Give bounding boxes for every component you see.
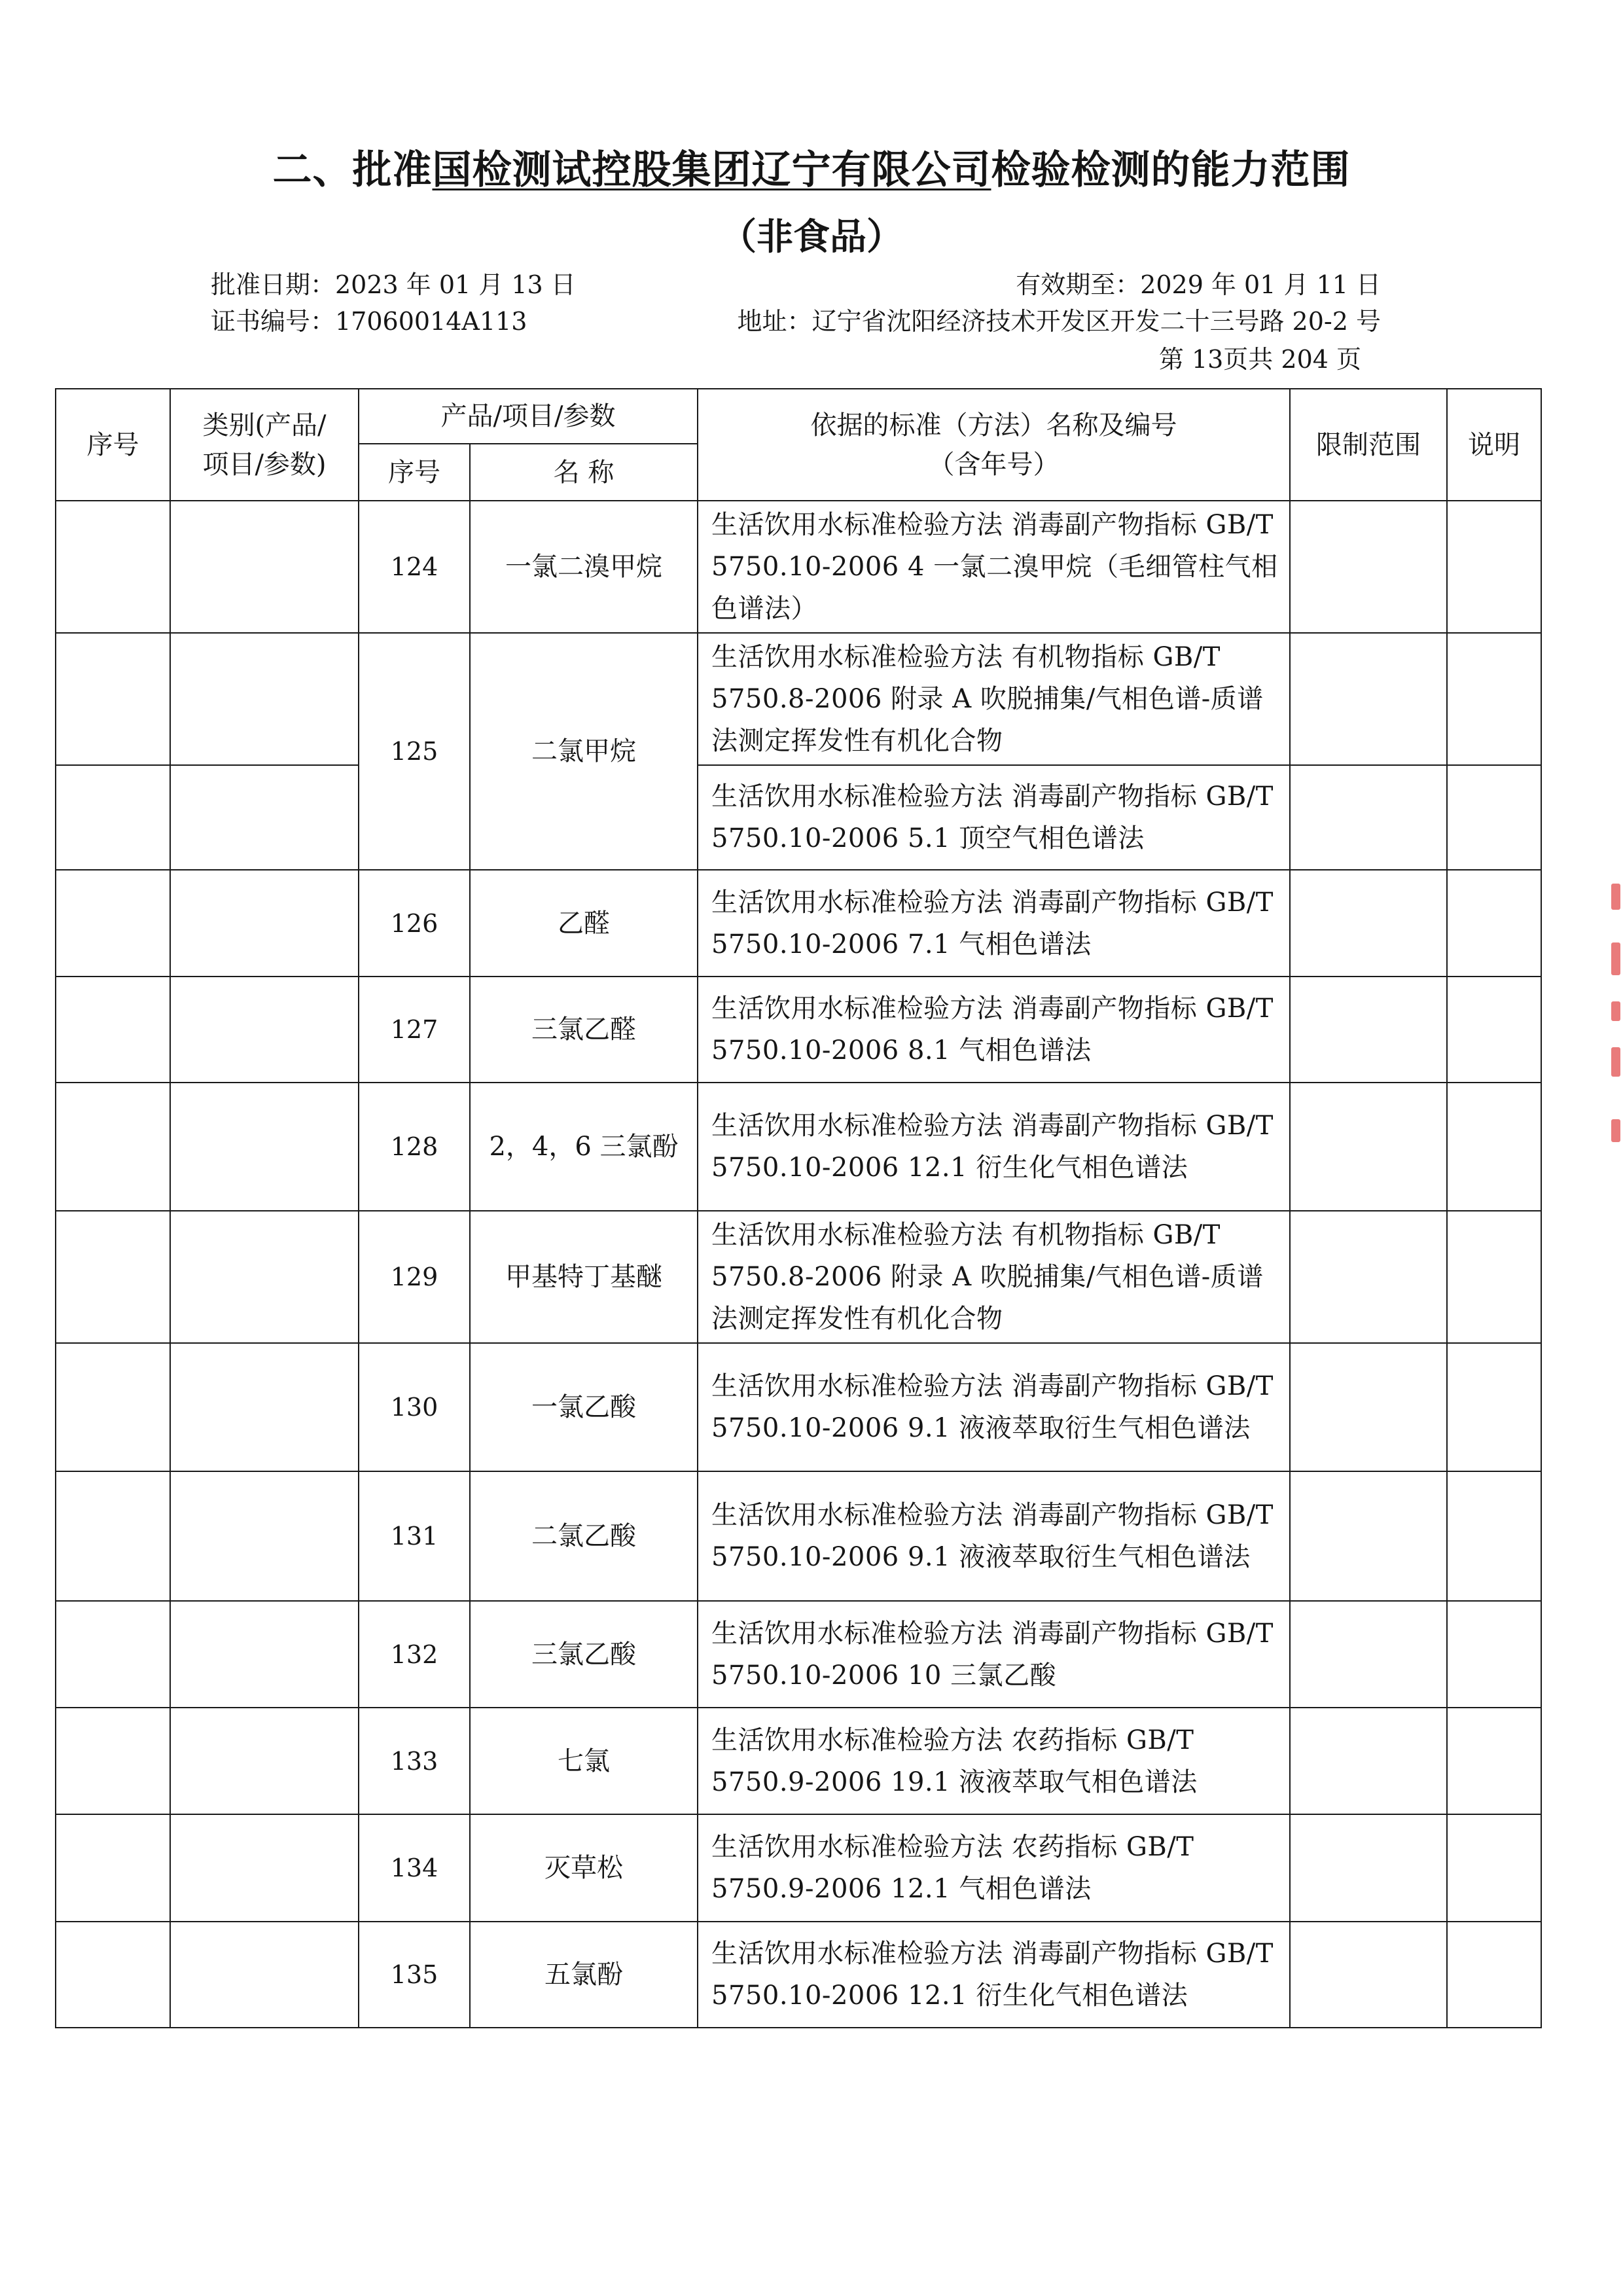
cell-category: [170, 1814, 359, 1922]
cell-category: [170, 1211, 359, 1343]
cell-seq: [56, 1708, 170, 1814]
cell-note: [1447, 1211, 1541, 1343]
table-row: [56, 1601, 1541, 1708]
cell-standard: 生活饮用水标准检验方法 消毒副产物指标 GB/T 5750.10-2006 9.1 液液萃取衍生气相色谱法: [698, 1343, 1290, 1471]
document-title: [0, 139, 1623, 195]
table-row: [56, 1211, 1541, 1343]
cell-category: [170, 1471, 359, 1601]
cell-seq: [56, 1211, 170, 1343]
cell-sub-seq: 131: [359, 1471, 470, 1601]
cell-limit: [1290, 501, 1447, 633]
page-info: 第 13页共 204 页: [1158, 345, 1361, 374]
cell-standard: 生活饮用水标准检验方法 农药指标 GB/T 5750.9-2006 12.1 气相色谱法: [698, 1814, 1290, 1922]
cell-name: 二氯乙酸: [470, 1471, 698, 1601]
certificate-number: 证书编号：17060014A113: [211, 307, 527, 336]
cell-limit: [1290, 870, 1447, 977]
cell-note: [1447, 1343, 1541, 1471]
cell-category: [170, 1922, 359, 2028]
cell-note: [1447, 1922, 1541, 2028]
cell-standard: 生活饮用水标准检验方法 消毒副产物指标 GB/T 5750.10-2006 10 三氯乙酸: [698, 1601, 1290, 1708]
cell-standard: 生活饮用水标准检验方法 消毒副产物指标 GB/T 5750.10-2006 12.1 衍生化气相色谱法: [698, 1083, 1290, 1211]
table-row: [56, 870, 1541, 977]
cell-note: [1447, 765, 1541, 870]
cell-limit: [1290, 1343, 1447, 1471]
cell-limit: [1290, 765, 1447, 870]
table-row: [56, 633, 1541, 765]
cell-sub-seq: 129: [359, 1211, 470, 1343]
cell-limit: [1290, 1083, 1447, 1211]
cell-category: [170, 977, 359, 1083]
header-sub-seq: 序号: [359, 444, 470, 501]
header-category: 类别(产品/项目/参数): [170, 389, 359, 501]
cell-standard: 生活饮用水标准检验方法 消毒副产物指标 GB/T 5750.10-2006 9.1 液液萃取衍生气相色谱法: [698, 1471, 1290, 1601]
cell-note: [1447, 1471, 1541, 1601]
cell-note: [1447, 1083, 1541, 1211]
cell-name: 三氯乙酸: [470, 1601, 698, 1708]
title-prefix: 二、批准: [272, 147, 433, 193]
cell-name: 五氯酚: [470, 1922, 698, 2028]
table-row: [56, 1922, 1541, 2028]
cell-category: [170, 501, 359, 633]
cell-seq: [56, 633, 170, 765]
approval-date: 批准日期：2023 年 01 月 13 日: [211, 270, 576, 299]
cell-standard: 生活饮用水标准检验方法 消毒副产物指标 GB/T 5750.10-2006 4 一氯二溴甲烷（毛细管柱气相色谱法）: [698, 501, 1290, 633]
cell-note: [1447, 977, 1541, 1083]
cell-category: [170, 870, 359, 977]
cell-limit: [1290, 633, 1447, 765]
cell-limit: [1290, 977, 1447, 1083]
cell-category: [170, 1343, 359, 1471]
capability-table: [55, 388, 1542, 2028]
cell-name: 三氯乙醛: [470, 977, 698, 1083]
table-row: [56, 977, 1541, 1083]
cell-seq: [56, 870, 170, 977]
cell-name: 七氯: [470, 1708, 698, 1814]
title-organization: 国检测试控股集团辽宁有限公司: [432, 147, 991, 193]
cell-sub-seq: 134: [359, 1814, 470, 1922]
cell-category: [170, 765, 359, 870]
cell-seq: [56, 1814, 170, 1922]
table-body: [56, 501, 1541, 2028]
cell-sub-seq: 135: [359, 1922, 470, 2028]
cell-seq: [56, 765, 170, 870]
header-name: 名 称: [470, 444, 698, 501]
table-row: [56, 1471, 1541, 1601]
cell-seq: [56, 977, 170, 1083]
table-row: [56, 501, 1541, 633]
cell-limit: [1290, 1471, 1447, 1601]
cell-seq: [56, 1601, 170, 1708]
cell-note: [1447, 1814, 1541, 1922]
address: 地址：辽宁省沈阳经济技术开发区开发二十三号路 20-2 号: [737, 307, 1381, 336]
cell-name: 甲基特丁基醚: [470, 1211, 698, 1343]
cell-name: 乙醛: [470, 870, 698, 977]
cell-sub-seq: 130: [359, 1343, 470, 1471]
cell-sub-seq: 132: [359, 1601, 470, 1708]
cell-standard: 生活饮用水标准检验方法 消毒副产物指标 GB/T 5750.10-2006 5.1 顶空气相色谱法: [698, 765, 1290, 870]
cell-sub-seq: 125: [359, 633, 470, 870]
table-row: [56, 1708, 1541, 1814]
document-subtitle: （非食品）: [720, 216, 903, 259]
cell-name: 2，4，6 三氯酚: [470, 1083, 698, 1211]
cell-seq: [56, 501, 170, 633]
cell-limit: [1290, 1708, 1447, 1814]
cell-standard: 生活饮用水标准检验方法 消毒副产物指标 GB/T 5750.10-2006 7.1 气相色谱法: [698, 870, 1290, 977]
cell-category: [170, 1601, 359, 1708]
cell-standard: 生活饮用水标准检验方法 消毒副产物指标 GB/T 5750.10-2006 12.1 衍生化气相色谱法: [698, 1922, 1290, 2028]
cell-note: [1447, 501, 1541, 633]
cell-limit: [1290, 1601, 1447, 1708]
table-row: [56, 1083, 1541, 1211]
cell-standard: 生活饮用水标准检验方法 有机物指标 GB/T 5750.8-2006 附录 A 吹脱捕集/气相色谱-质谱法测定挥发性有机化合物: [698, 1211, 1290, 1343]
cell-standard: 生活饮用水标准检验方法 有机物指标 GB/T 5750.8-2006 附录 A 吹脱捕集/气相色谱-质谱法测定挥发性有机化合物: [698, 633, 1290, 765]
cell-category: [170, 633, 359, 765]
cell-name: 二氯甲烷: [470, 633, 698, 870]
cell-name: 一氯二溴甲烷: [470, 501, 698, 633]
table-row: [56, 1814, 1541, 1922]
table-header: [56, 389, 1541, 501]
cell-limit: [1290, 1922, 1447, 2028]
title-suffix: 检验检测的能力范围: [991, 147, 1351, 193]
cell-note: [1447, 633, 1541, 765]
cell-sub-seq: 126: [359, 870, 470, 977]
cell-name: 一氯乙酸: [470, 1343, 698, 1471]
cell-limit: [1290, 1814, 1447, 1922]
header-note: 说明: [1447, 389, 1541, 501]
cell-seq: [56, 1083, 170, 1211]
cell-seq: [56, 1922, 170, 2028]
cell-limit: [1290, 1211, 1447, 1343]
header-limit: 限制范围: [1290, 389, 1447, 501]
cell-seq: [56, 1343, 170, 1471]
cell-sub-seq: 124: [359, 501, 470, 633]
cell-note: [1447, 1708, 1541, 1814]
header-standard: 依据的标准（方法）名称及编号（含年号）: [698, 389, 1290, 501]
table-row: [56, 1343, 1541, 1471]
validity-date: 有效期至：2029 年 01 月 11 日: [1016, 270, 1381, 299]
cell-sub-seq: 133: [359, 1708, 470, 1814]
cell-note: [1447, 1601, 1541, 1708]
cell-category: [170, 1708, 359, 1814]
cell-note: [1447, 870, 1541, 977]
cell-sub-seq: 128: [359, 1083, 470, 1211]
cell-standard: 生活饮用水标准检验方法 消毒副产物指标 GB/T 5750.10-2006 8.1 气相色谱法: [698, 977, 1290, 1083]
cell-name: 灭草松: [470, 1814, 698, 1922]
header-product-group: 产品/项目/参数: [359, 389, 698, 444]
cell-seq: [56, 1471, 170, 1601]
cell-sub-seq: 127: [359, 977, 470, 1083]
cell-category: [170, 1083, 359, 1211]
red-seal-fragment: [1609, 870, 1623, 1158]
header-seq: 序号: [56, 389, 170, 501]
table-row: [56, 765, 1541, 870]
cell-standard: 生活饮用水标准检验方法 农药指标 GB/T 5750.9-2006 19.1 液液萃取气相色谱法: [698, 1708, 1290, 1814]
